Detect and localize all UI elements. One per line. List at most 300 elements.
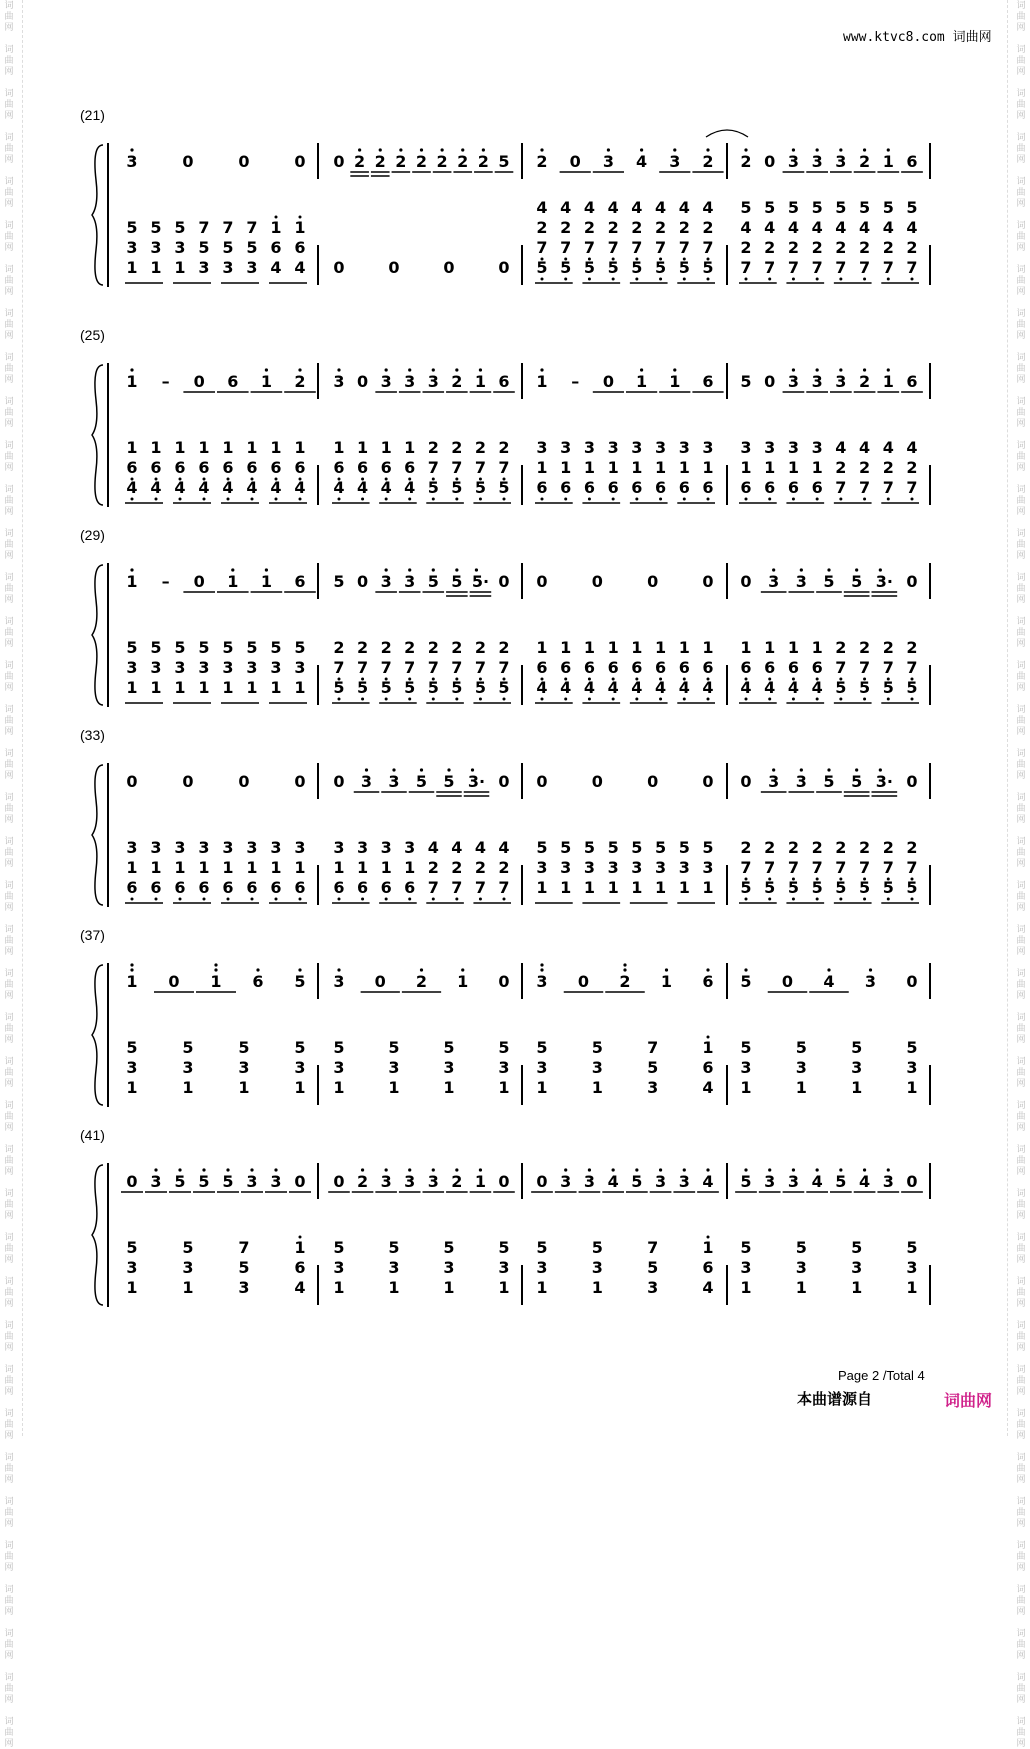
melody-note: 4 [702,1172,714,1191]
chord-note: 3 [647,1078,659,1097]
chord-note: 7 [811,858,823,877]
chord-note: 4 [560,678,572,697]
melody-note: 2 [374,152,386,171]
low-octave-dot [863,498,866,501]
chord-note: 1 [246,438,258,457]
melody-note: 4 [636,152,648,171]
low-octave-dot [503,898,506,901]
chord-note: 6 [126,878,138,897]
chord-note: 5 [607,838,619,857]
chord-note: 5 [443,1038,455,1057]
melody-note: 1 [474,1172,486,1191]
chord-note: 4 [607,678,619,697]
melody-note: 5 [294,972,306,991]
score-system [0,105,1030,305]
chord-note: 3 [126,1058,138,1077]
chord-note: 7 [427,878,439,897]
chord-note: 2 [678,218,690,237]
chord-note: 7 [906,478,918,497]
chord-note: 5 [451,678,463,697]
chord-note: 5 [851,1238,863,1257]
chord-note: 4 [498,838,510,857]
low-octave-dot [588,498,591,501]
chord-note: 6 [583,658,595,677]
chord-note: 1 [443,1278,455,1297]
chord-note: 1 [702,1038,714,1057]
melody-note: 5 [835,1172,847,1191]
chord-note: 1 [583,638,595,657]
melody-note: 1 [227,572,239,591]
system-brace [92,365,103,505]
chord-note: 2 [906,638,918,657]
octave-dot [432,368,435,371]
chord-note: 4 [764,678,776,697]
chord-note: 6 [270,458,282,477]
low-octave-dot [863,278,866,281]
chord-note: 7 [859,858,871,877]
chord-note: 6 [222,878,234,897]
octave-dot [337,968,340,971]
chord-note: 0 [333,258,345,277]
chord-note: 6 [294,238,306,257]
chord-note: 4 [835,438,847,457]
chord-note: 1 [150,258,162,277]
chord-note: 5 [198,638,210,657]
chord-note: 1 [270,218,282,237]
low-octave-dot [911,278,914,281]
chord-note: 5 [498,478,510,497]
melody-note: 2 [354,152,366,171]
melody-note: 0 [333,152,345,171]
chord-note: 3 [787,438,799,457]
left-watermark: 词 曲 网 词 曲 网 词 曲 网 词 曲 网 词 曲 网 词 曲 网 词 曲 网 词 曲 网 词 曲 网 词 曲 网 词 曲 网 词 曲 网 词 曲 网 词 曲 网 词 曲 网 词 曲 网 词 曲 网 词 曲 网 词 曲 网 词 曲 网 词 曲 网 词 曲 网 词 曲 网 词 曲 网 词 曲 网 词 曲 网 词 曲 网 词 曲 网 词 曲 网 词 曲 网 词 曲 网 词 曲 网 词 曲 网 词 曲 网 词 曲 网 词 曲 网 词 曲 网 词 曲 网 词 曲 网 词 曲 网 [4,0,14,1748]
melody-note: 3 [360,772,373,791]
octave-dot [385,568,388,571]
chord-note: 7 [474,878,486,897]
octave-dot [673,148,676,151]
melody-note: 3 [126,152,138,171]
melody-note: 0 [357,372,369,391]
melody-note: 0 [498,972,510,991]
melody-note: 0 [126,1172,138,1191]
chord-note: 4 [702,1078,714,1097]
low-octave-dot [432,698,435,701]
low-octave-dot [588,698,591,701]
chord-note: 6 [357,878,369,897]
low-octave-dot [455,898,458,901]
chord-note: 6 [294,878,306,897]
chord-note: 6 [126,458,138,477]
chord-note: 5 [702,258,714,277]
melody-note: 3· [467,772,486,791]
octave-dot [772,768,775,771]
chord-note: 5 [294,638,306,657]
octave-dot [792,148,795,151]
octave-dot [564,1168,567,1171]
chord-note: 5 [333,678,345,697]
chord-note: 3 [333,838,345,857]
chord-note: 4 [631,198,643,217]
low-octave-dot [385,498,388,501]
low-octave-dot [816,898,819,901]
chord-note: 4 [764,218,776,237]
chord-note: 7 [451,878,463,897]
chord-note: 5 [787,198,799,217]
chord-note: 1 [126,1078,138,1097]
chord-note: 6 [174,878,186,897]
chord-note: 6 [702,658,714,677]
low-octave-dot [816,698,819,701]
low-octave-dot [179,498,182,501]
octave-dot [635,1168,638,1171]
chord-note: 5 [333,1038,345,1057]
octave-dot [744,1168,747,1171]
chord-note: 7 [764,258,776,277]
melody-note: 2 [451,1172,463,1191]
chord-note: 5 [126,638,138,657]
chord-note: 5 [835,678,847,697]
chord-note: 5 [222,238,234,257]
melody-note: 2 [395,152,407,171]
chord-note: 2 [451,438,463,457]
chord-note: 3 [198,838,210,857]
chord-note: 2 [906,238,918,257]
chord-note: 1 [740,1078,752,1097]
chord-note: 7 [498,458,510,477]
chord-note: 4 [906,218,918,237]
chord-note: 2 [859,838,871,857]
measure-number: (41) [80,1127,105,1143]
melody-note: 3 [669,152,681,171]
low-octave-dot [564,698,567,701]
chord-note: 4 [702,678,714,697]
octave-dot [475,568,478,571]
chord-note: 5 [647,1258,659,1277]
chord-note: 3 [333,1258,345,1277]
low-octave-dot [816,498,819,501]
chord-note: 5 [222,638,234,657]
melody-note: 5 [415,772,428,791]
octave-dot [640,368,643,371]
octave-dot [744,968,747,971]
chord-note: 1 [678,638,690,657]
score-system [0,525,1030,725]
chord-note: 1 [238,1078,250,1097]
melody-note: 5 [823,572,835,591]
chord-note: 3 [246,258,258,277]
melody-note: 3 [404,1172,416,1191]
octave-dot [455,368,458,371]
melody-note: 5 [631,1172,643,1191]
chord-note: 3 [607,858,619,877]
low-octave-dot [338,498,341,501]
chord-note: 2 [835,458,847,477]
chord-note: 1 [380,858,392,877]
chord-note: 3 [740,1058,752,1077]
chord-note: 4 [333,478,345,497]
chord-note: 6 [294,1258,306,1277]
chord-note: 6 [702,478,714,497]
octave-dot [432,568,435,571]
chord-note: 4 [631,678,643,697]
melody-note: 3 [246,1172,258,1191]
chord-note: 2 [882,458,894,477]
chord-note: 5 [536,838,548,857]
chord-note: 3 [631,858,643,877]
low-octave-dot [408,898,411,901]
melody-note: 0 [569,152,581,171]
chord-note: 5 [150,638,162,657]
low-octave-dot [911,898,914,901]
octave-dot [455,568,458,571]
melody-note: 1 [882,152,894,171]
chord-note: 3 [647,1278,659,1297]
chord-note: 2 [835,638,847,657]
octave-dot [265,368,268,371]
chord-note: 6 [631,478,643,497]
chord-note: 3 [583,858,595,877]
chord-note: 6 [678,478,690,497]
chord-note: 5 [906,1238,918,1257]
chord-note: 5 [182,1038,194,1057]
chord-note: 1 [740,638,752,657]
chord-note: 7 [333,658,345,677]
chord-note: 7 [859,478,871,497]
octave-dot [768,1168,771,1171]
melody-note: 2 [415,972,428,991]
chord-note: 2 [380,638,392,657]
low-octave-dot [683,698,686,701]
low-octave-dot [361,698,364,701]
chord-note: 1 [126,438,138,457]
melody-note: 3 [768,772,780,791]
chord-note: 6 [333,458,345,477]
chord-note: 1 [294,218,306,237]
chord-note: 3 [357,838,369,857]
melody-note: 2 [357,1172,369,1191]
chord-note: 4 [906,438,918,457]
chord-note: 5 [678,258,690,277]
score-svg [0,1125,1030,1325]
chord-note: 7 [882,478,894,497]
chord-note: 3 [740,438,752,457]
low-octave-dot [299,898,302,901]
low-octave-dot [455,498,458,501]
melody-note: 5 [498,152,510,171]
chord-note: 1 [198,858,210,877]
chord-note: 1 [631,638,643,657]
melody-note: 3 [811,372,823,391]
melody-note: 2 [436,152,448,171]
chord-note: 7 [882,858,894,877]
measure-number: (33) [80,727,105,743]
octave-dot [461,148,464,151]
octave-dot [392,768,395,771]
low-octave-dot [432,898,435,901]
chord-note: 3 [270,658,282,677]
chord-note: 2 [474,638,486,657]
chord-note: 5 [536,258,548,277]
chord-note: 4 [294,258,306,277]
chord-note: 5 [126,1038,138,1057]
chord-note: 2 [859,638,871,657]
octave-dot [379,148,382,151]
chord-note: 3 [126,838,138,857]
chord-note: 7 [882,258,894,277]
chord-note: 7 [740,258,752,277]
low-octave-dot [408,498,411,501]
melody-note: 1 [660,972,673,991]
low-octave-dot [745,498,748,501]
melody-note: 0 [498,572,510,591]
chord-note: 1 [182,1078,194,1097]
chord-note: 4 [882,438,894,457]
chord-note: 1 [536,1078,548,1097]
melody-note: 1 [126,972,138,991]
chord-note: 3 [536,438,548,457]
low-octave-dot [588,278,591,281]
system-brace [92,965,103,1105]
chord-note: 5 [333,1238,345,1257]
octave-dot [250,1168,253,1171]
octave-dot [887,368,890,371]
octave-dot [540,148,543,151]
low-octave-dot [911,698,914,701]
melody-note: 3 [835,152,847,171]
chord-note: 2 [764,238,776,257]
octave-dot [471,768,474,771]
octave-dot [408,1168,411,1171]
chord-note: 5 [357,678,369,697]
chord-note: 2 [787,238,799,257]
chord-note: 1 [174,678,186,697]
melody-note: 3 [536,972,548,991]
octave-dot [659,1168,662,1171]
octave-dot [130,368,133,371]
chord-note: 3 [404,838,416,857]
chord-note: 4 [246,478,258,497]
melody-note: 5 [451,572,463,591]
chord-note: 3 [655,858,667,877]
chord-note: 3 [126,238,138,257]
chord-note: 6 [270,878,282,897]
low-octave-dot [503,498,506,501]
melody-note: 6 [702,972,714,991]
melody-note: 1 [474,372,486,391]
site-header: www.ktvc8.com 词曲网 [843,30,992,45]
chord-note: 5 [882,878,894,897]
chord-note: 3 [678,858,690,877]
chord-note: 5 [631,258,643,277]
score-system [0,1125,1030,1325]
chord-note: 1 [294,1238,306,1257]
chord-note: 3 [498,1258,510,1277]
chord-note: 5 [182,1238,194,1257]
melody-note: – [161,572,170,591]
melody-note: 1 [457,972,469,991]
chord-note: 4 [702,1278,714,1297]
chord-note: 1 [498,1078,510,1097]
chord-note: 7 [357,658,369,677]
melody-note: 0 [702,772,714,791]
low-octave-dot [179,898,182,901]
chord-note: 6 [764,478,776,497]
chord-note: 5 [882,198,894,217]
chord-note: 3 [591,1058,603,1077]
chord-note: 1 [443,1078,455,1097]
chord-note: 4 [174,478,186,497]
chord-note: 1 [246,678,258,697]
octave-dot [337,368,340,371]
chord-note: 5 [906,198,918,217]
melody-note: 3 [678,1172,690,1191]
low-octave-dot [227,898,230,901]
chord-note: 7 [451,458,463,477]
chord-note: 5 [427,678,439,697]
chord-note: 1 [702,458,714,477]
octave-dot [683,1168,686,1171]
chord-note: 1 [702,638,714,657]
chord-note: 2 [404,638,416,657]
low-octave-dot [887,278,890,281]
chord-note: 5 [655,838,667,857]
melody-note: 2 [457,152,469,171]
chord-note: 2 [859,238,871,257]
chord-note: 6 [655,658,667,677]
melody-note: 3 [380,372,392,391]
chord-note: 1 [560,878,572,897]
melody-note: 3 [270,1172,282,1191]
melody-note: 0 [740,572,752,591]
melody-note: 3 [333,372,345,391]
chord-note: 6 [740,658,752,677]
octave-dot [869,968,872,971]
chord-note: 1 [702,1238,714,1257]
chord-note: 6 [702,1258,714,1277]
score-system [0,925,1030,1125]
chord-note: 4 [560,198,572,217]
chord-note: 6 [380,458,392,477]
chord-note: 6 [607,478,619,497]
chord-note: 7 [906,858,918,877]
chord-note: 1 [150,858,162,877]
chord-note: 3 [182,1058,194,1077]
chord-note: 3 [631,438,643,457]
chord-note: 7 [811,258,823,277]
chord-note: 3 [388,1058,400,1077]
octave-dot [256,968,259,971]
octave-dot [482,148,485,151]
chord-note: 6 [787,478,799,497]
chord-note: 7 [655,238,667,257]
chord-note: 5 [498,1238,510,1257]
melody-note: 0 [294,1172,306,1191]
system-brace [92,1165,103,1305]
octave-dot [612,1168,615,1171]
melody-note: 0 [740,772,752,791]
chord-note: 1 [294,678,306,697]
chord-note: 5 [174,638,186,657]
high-octave-dot [275,216,278,219]
chord-note: 4 [655,198,667,217]
melody-note: 5 [851,572,863,591]
chord-note: 5 [536,1238,548,1257]
melody-note: 0 [536,1172,548,1191]
chord-note: 7 [835,858,847,877]
low-octave-dot [564,278,567,281]
chord-note: 5 [380,678,392,697]
melody-note: 0 [702,572,714,591]
